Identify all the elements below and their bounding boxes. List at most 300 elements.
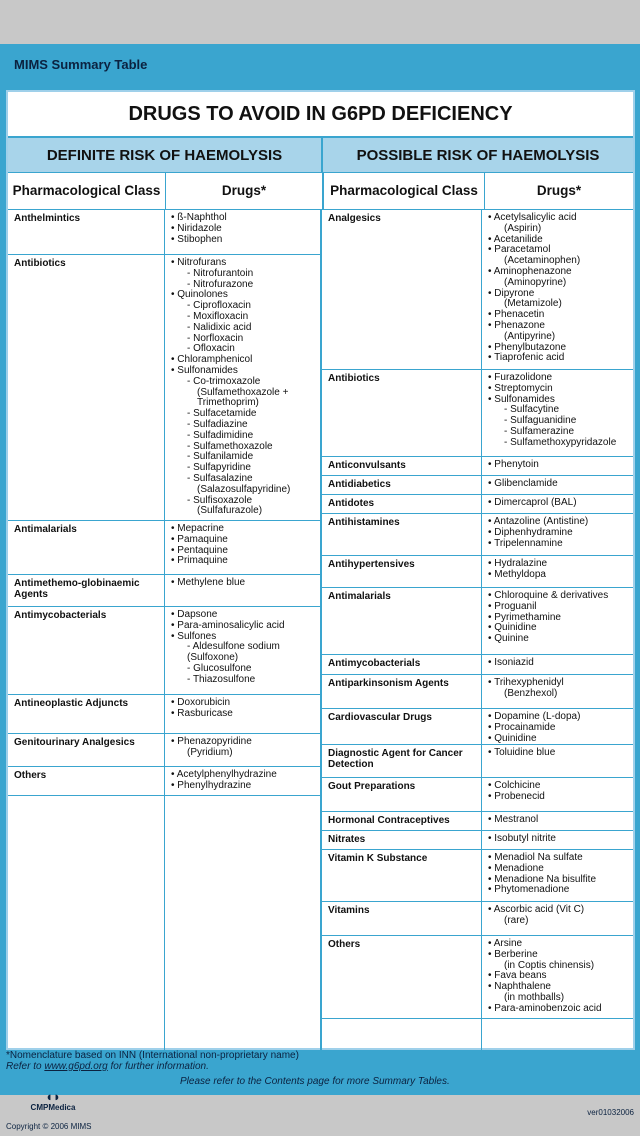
drug-name: Menadiol Na sulfate <box>494 852 583 863</box>
table-row <box>8 255 320 521</box>
table-row <box>322 556 633 588</box>
drug-name: Paracetamol <box>494 244 551 256</box>
drug-name: (Benzhexol) <box>504 687 558 699</box>
bullet-icon: • <box>488 212 494 223</box>
drug-name: Probenecid <box>494 790 545 802</box>
drug-name: Stibophen <box>177 233 223 245</box>
dash-icon: - <box>504 415 511 427</box>
bullet-icon: • <box>488 372 495 383</box>
drug-name: Nitrofurazone <box>193 278 254 290</box>
drug-name: (in Coptis chinensis) <box>504 959 595 971</box>
dash-icon: - <box>187 310 194 322</box>
drug-item <box>488 658 633 669</box>
bullet-icon: • <box>488 478 495 489</box>
drug-name: Glucosulfone <box>193 662 252 674</box>
table-row <box>8 695 320 734</box>
drug-item <box>488 539 633 550</box>
drugs-cell <box>482 370 633 456</box>
bullet-icon: • <box>171 222 178 234</box>
drug-name: Chloroquine & derivatives <box>494 590 609 601</box>
drug-name: Norfloxacin <box>193 332 244 344</box>
table-body <box>8 210 633 1052</box>
refer-suffix: for further information. <box>107 1061 209 1072</box>
bullet-icon: • <box>488 981 495 993</box>
drug-item <box>171 235 320 246</box>
drugs-cell <box>165 695 320 733</box>
dash-icon: - <box>504 425 511 437</box>
drug-name: Arsine <box>493 938 523 949</box>
drug-name: Moxifloxacin <box>193 310 249 322</box>
drug-name: Dapsone <box>177 609 218 620</box>
nomenclature-note: *Nomenclature based on INN (International non-proprietary name) <box>6 1050 299 1061</box>
drugs-cell <box>165 210 320 254</box>
drug-item <box>488 1004 633 1015</box>
bullet-icon: • <box>171 544 178 556</box>
drug-item <box>488 570 633 581</box>
bullet-icon: • <box>171 257 178 268</box>
bullet-icon: • <box>171 289 178 301</box>
drug-name: Phenylhydrazine <box>177 779 252 791</box>
bullet-icon: • <box>171 736 178 747</box>
class-cell: Diagnostic Agent for Cancer Detection <box>322 745 482 777</box>
drug-name: Sulfapyridine <box>193 462 251 474</box>
table-row <box>322 812 633 831</box>
bullet-icon: • <box>488 970 495 982</box>
class-cell: Cardiovascular Drugs <box>322 709 482 744</box>
drugs-cell <box>482 556 633 587</box>
drug-name: Antazoline (Antistine) <box>493 516 589 527</box>
drug-name: Procainamide <box>494 721 556 733</box>
drug-name: Sulfasalazine <box>193 472 253 484</box>
dash-icon: - <box>187 418 194 430</box>
drug-name: Phenazopyridine <box>177 736 252 747</box>
drug-name: Aldesulfone sodium <box>192 641 280 653</box>
drug-name: Dimercaprol (BAL) <box>494 497 577 508</box>
class-cell: Hormonal Contraceptives <box>322 812 482 830</box>
drugs-cell <box>482 936 633 1018</box>
bullet-icon: • <box>488 568 495 580</box>
dash-icon: - <box>187 451 194 463</box>
drug-name: Para-aminosalicylic acid <box>177 619 285 631</box>
definite-risk-heading: DEFINITE RISK OF HAEMOLYSIS <box>8 138 323 172</box>
table-row <box>322 902 633 936</box>
drug-name: Proguanil <box>494 600 537 612</box>
table-row <box>322 850 633 902</box>
empty-class-cell <box>322 1019 482 1052</box>
drug-name: Sulfones <box>177 630 217 642</box>
col-drugs-possible: Drugs* <box>536 183 582 198</box>
bullet-icon: • <box>488 833 495 844</box>
drug-item <box>488 479 633 490</box>
table-row <box>322 936 633 1019</box>
table-title: DRUGS TO AVOID IN G6PD DEFICIENCY <box>8 92 633 138</box>
drug-name: Sulfamethoxazole <box>193 440 273 452</box>
drug-name: (Pyridium) <box>187 746 233 758</box>
bullet-icon: • <box>488 904 494 915</box>
drug-item <box>488 498 633 509</box>
definite-risk-section <box>8 210 322 1052</box>
drug-name: Co-trimoxazole <box>193 375 261 387</box>
drug-item <box>171 781 320 792</box>
class-cell: Gout Preparations <box>322 778 482 811</box>
drug-name: Colchicine <box>494 780 541 791</box>
class-cell: Nitrates <box>322 831 482 849</box>
drug-name: (Acetaminophen) <box>504 255 581 267</box>
bullet-icon: • <box>171 364 178 376</box>
drug-name: Sulfadimidine <box>193 429 254 441</box>
class-cell: Antidotes <box>322 495 482 513</box>
table-row <box>322 709 633 745</box>
drugs-cell <box>482 831 633 849</box>
bullet-icon: • <box>488 319 495 331</box>
drug-name: Niridazole <box>177 222 222 234</box>
possible-risk-section <box>322 210 633 1052</box>
risk-headers <box>8 138 633 173</box>
table-row <box>322 370 633 457</box>
drug-item <box>488 353 633 364</box>
refer-prefix: Refer to <box>6 1061 45 1072</box>
drug-name: ß-Naphthol <box>177 212 227 223</box>
bullet-icon: • <box>488 558 495 569</box>
drugs-cell <box>165 521 320 574</box>
cmpmedica-logo <box>28 1091 78 1112</box>
bullet-icon: • <box>488 633 495 645</box>
class-cell: Others <box>8 767 165 795</box>
drug-name: Berberine <box>494 948 538 960</box>
bullet-icon: • <box>488 677 495 688</box>
bullet-icon: • <box>488 309 495 321</box>
drug-name: Hydralazine <box>494 558 548 569</box>
drug-name: Ciprofloxacin <box>193 300 251 312</box>
bullet-icon: • <box>488 287 495 299</box>
drug-name: (Antipyrine) <box>504 330 556 342</box>
bullet-icon: • <box>171 707 178 719</box>
drug-name: (Aspirin) <box>504 222 542 234</box>
drug-name: Quinine <box>494 633 529 645</box>
table-row <box>8 767 320 796</box>
drugs-cell <box>482 812 633 830</box>
drug-item <box>171 556 320 567</box>
bullet-icon: • <box>488 393 495 405</box>
drugs-cell <box>165 255 320 520</box>
class-cell: Genitourinary Analgesics <box>8 734 165 766</box>
drugs-cell <box>165 607 320 694</box>
bullet-icon: • <box>488 526 495 538</box>
col-class-possible: Pharmacological Class <box>324 173 485 209</box>
dash-icon: - <box>187 278 194 290</box>
dash-icon: - <box>187 440 194 452</box>
table-row <box>322 588 633 655</box>
bullet-icon: • <box>488 790 495 802</box>
drug-name: Methyldopa <box>494 568 546 580</box>
drug-item <box>488 634 633 645</box>
bullet-icon: • <box>171 609 178 620</box>
drug-name: (Metamizole) <box>504 298 562 310</box>
drug-name: Toluidine blue <box>494 747 556 758</box>
table-row <box>322 745 633 778</box>
drugs-cell <box>482 457 633 475</box>
drug-name: (rare) <box>504 914 529 926</box>
class-cell: Analgesics <box>322 210 482 369</box>
drug-name: Phytomenadione <box>494 884 570 896</box>
drug-name: Nalidixic acid <box>193 321 252 333</box>
drug-name: Doxorubicin <box>177 697 231 708</box>
drugs-cell <box>482 210 633 369</box>
table-row <box>322 495 633 514</box>
class-cell: Antineoplastic Adjuncts <box>8 695 165 733</box>
dash-icon: - <box>187 673 193 685</box>
class-cell: Antidiabetics <box>322 476 482 494</box>
drug-name: Phenytoin <box>494 459 539 470</box>
drug-name: Menadione Na bisulfite <box>494 873 597 885</box>
table-row <box>322 778 633 812</box>
refer-note <box>6 1061 299 1072</box>
table-row <box>322 655 633 675</box>
drug-name: Para-aminobenzoic acid <box>494 1002 602 1014</box>
drug-name: Pyrimethamine <box>494 611 561 623</box>
drug-item <box>171 506 320 517</box>
drug-name: Tiaprofenic acid <box>494 352 565 364</box>
possible-risk-heading: POSSIBLE RISK OF HAEMOLYSIS <box>356 146 600 164</box>
drugs-cell <box>165 575 320 606</box>
drug-name: Sulfacytine <box>510 404 560 416</box>
class-cell: Anticonvulsants <box>322 457 482 475</box>
drug-name: Dopamine (L-dopa) <box>494 711 581 722</box>
bullet-icon: • <box>488 382 495 394</box>
dash-icon: - <box>187 494 194 506</box>
dash-icon: - <box>187 662 194 674</box>
column-headers <box>8 173 633 210</box>
drug-name: Isoniazid <box>494 657 534 668</box>
drug-name: Fava beans <box>494 970 547 982</box>
bullet-icon: • <box>488 657 495 668</box>
drugs-cell <box>482 495 633 513</box>
drug-item <box>488 916 633 927</box>
drug-name: Phenazone <box>494 319 545 331</box>
drug-name: Phenylbutazone <box>494 341 567 353</box>
drug-name: Sulfonamides <box>494 393 555 405</box>
bullet-icon: • <box>488 497 495 508</box>
bullet-icon: • <box>171 555 178 567</box>
bullet-icon: • <box>488 265 494 277</box>
drug-item <box>488 748 633 759</box>
empty-filler <box>8 796 320 1052</box>
class-cell: Antihypertensives <box>322 556 482 587</box>
drug-name: Naphthalene <box>494 981 551 993</box>
dash-icon: - <box>504 404 511 416</box>
drug-name: Chloramphenicol <box>177 354 253 366</box>
drug-name: (Sulfoxone) <box>187 652 239 664</box>
drug-item <box>171 578 320 589</box>
bullet-icon: • <box>488 948 495 960</box>
class-cell: Antiparkinsonism Agents <box>322 675 482 708</box>
drug-table <box>6 90 635 1050</box>
bullet-icon: • <box>488 780 495 791</box>
bullet-icon: • <box>488 233 494 245</box>
drug-name: Mestranol <box>494 814 539 825</box>
drug-item <box>488 834 633 845</box>
drugs-cell <box>482 655 633 674</box>
dash-icon: - <box>187 267 194 279</box>
class-cell: Antihistamines <box>322 514 482 555</box>
bullet-icon: • <box>488 341 495 353</box>
drug-name: Diphenhydramine <box>494 526 573 538</box>
drug-name: (Aminopyrine) <box>504 276 567 288</box>
drug-name: Thiazosulfone <box>192 673 256 685</box>
bullet-icon: • <box>171 779 178 791</box>
drug-name: Acetanilide <box>493 233 543 245</box>
drug-name: (Salazosulfapyridine) <box>197 483 291 495</box>
drug-name: Mepacrine <box>177 523 224 534</box>
class-cell: Antibiotics <box>322 370 482 456</box>
table-row <box>322 675 633 709</box>
bullet-icon: • <box>488 873 495 885</box>
dash-icon: - <box>187 300 194 312</box>
drug-item <box>171 748 320 759</box>
drug-name: (in mothballs) <box>504 991 565 1003</box>
dash-icon: - <box>187 462 194 474</box>
drug-item <box>488 885 633 896</box>
class-cell: Antimethemo-globinaemic Agents <box>8 575 165 606</box>
bullet-icon: • <box>488 711 495 722</box>
empty-filler <box>322 1019 633 1052</box>
class-cell: Anthelmintics <box>8 210 165 254</box>
class-cell: Vitamin K Substance <box>322 850 482 901</box>
bullet-icon: • <box>488 721 495 733</box>
drug-item <box>171 709 320 720</box>
bullet-icon: • <box>488 459 495 470</box>
drug-name: Trimethoprim) <box>197 397 259 409</box>
table-row <box>8 607 320 695</box>
drug-item <box>488 734 633 745</box>
bullet-icon: • <box>171 577 178 588</box>
g6pd-link[interactable]: www.g6pd.org <box>44 1061 108 1072</box>
drug-name: Phenacetin <box>494 309 545 321</box>
bullet-icon: • <box>488 590 495 601</box>
dash-icon: - <box>187 343 194 355</box>
version: ver01032006 <box>587 1108 634 1117</box>
dash-icon: - <box>187 429 194 441</box>
table-row <box>322 457 633 476</box>
dash-icon: - <box>187 641 193 653</box>
drug-name: Sulfanilamide <box>193 451 254 463</box>
logo-text: CMPMedica <box>30 1103 76 1112</box>
drug-name: Furazolidone <box>494 372 553 383</box>
table-row <box>322 210 633 370</box>
table-row <box>322 476 633 495</box>
drugs-cell <box>165 734 320 766</box>
drugs-cell <box>482 709 633 744</box>
empty-class-cell <box>8 796 165 1052</box>
drug-name: Aminophenazone <box>493 265 572 277</box>
bullet-icon: • <box>171 212 178 223</box>
drugs-cell <box>482 514 633 555</box>
drugs-cell <box>482 902 633 935</box>
table-row <box>8 575 320 607</box>
bullet-icon: • <box>488 732 495 744</box>
drug-name: Sulfaguanidine <box>510 415 577 427</box>
class-cell: Vitamins <box>322 902 482 935</box>
bullet-icon: • <box>488 862 495 874</box>
bullet-icon: • <box>171 523 178 534</box>
bullet-icon: • <box>488 537 495 549</box>
drugs-cell <box>482 778 633 811</box>
bullet-icon: • <box>488 244 495 256</box>
drug-name: (Sulfafurazole) <box>197 505 263 517</box>
drug-name: Streptomycin <box>494 382 553 394</box>
drug-name: Primaquine <box>177 555 228 567</box>
bullet-icon: • <box>171 697 178 708</box>
class-cell: Others <box>322 936 482 1018</box>
bullet-icon: • <box>171 630 178 642</box>
bullet-icon: • <box>488 938 494 949</box>
drug-name: Nitrofurans <box>177 257 227 268</box>
bullet-icon: • <box>488 611 495 623</box>
drug-name: Nitrofurantoin <box>193 267 254 279</box>
dash-icon: - <box>187 375 194 387</box>
class-cell: Antimalarials <box>8 521 165 574</box>
drug-name: Isobutyl nitrite <box>494 833 556 844</box>
drug-item <box>488 815 633 826</box>
bullet-icon: • <box>171 769 177 780</box>
drugs-cell <box>482 675 633 708</box>
dash-icon: - <box>187 321 194 333</box>
drug-name: Trihexyphenidyl <box>494 677 564 688</box>
drugs-cell <box>165 767 320 795</box>
table-row <box>8 734 320 767</box>
bullet-icon: • <box>171 233 178 245</box>
bullet-icon: • <box>488 516 494 527</box>
drug-item <box>488 689 633 700</box>
summary-sheet <box>0 44 640 1131</box>
bullet-icon: • <box>488 814 495 825</box>
drug-item <box>488 792 633 803</box>
bullet-icon: • <box>488 884 495 896</box>
drug-name: (Sulfamethoxazole + <box>197 386 289 398</box>
drug-name: Pentaquine <box>177 544 228 556</box>
drug-name: Acetylsalicylic acid <box>493 212 577 223</box>
table-row <box>8 521 320 575</box>
table-row <box>8 210 320 255</box>
bullet-icon: • <box>488 852 495 863</box>
table-row <box>322 831 633 850</box>
drug-name: Quinolones <box>177 289 228 301</box>
drug-name: Menadione <box>494 862 544 874</box>
logo-mark-icon: ◖◗ <box>45 1089 61 1104</box>
drug-name: Pamaquine <box>177 533 228 545</box>
drug-item <box>488 438 633 449</box>
drug-name: Ofloxacin <box>193 343 235 355</box>
bullet-icon: • <box>171 619 178 631</box>
class-cell: Antimalarials <box>322 588 482 654</box>
col-drugs-definite: Drugs* <box>166 173 324 209</box>
bullet-icon: • <box>488 622 495 634</box>
drug-name: Acetylphenylhydrazine <box>176 769 277 780</box>
copyright: Copyright © 2006 MIMS <box>6 1122 92 1131</box>
drug-item <box>488 460 633 471</box>
drug-name: Dipyrone <box>494 287 535 299</box>
drug-name: Sulfisoxazole <box>193 494 253 506</box>
drug-name: Methylene blue <box>177 577 246 588</box>
drug-name: Sulfadiazine <box>193 418 248 430</box>
bullet-icon: • <box>171 354 178 366</box>
drug-name: Glibenclamide <box>494 478 558 489</box>
drug-name: Ascorbic acid (Vit C) <box>493 904 585 915</box>
contents-note: Please refer to the Contents page for more Summary Tables. <box>180 1076 450 1087</box>
drug-name: Sulfamethoxypyridazole <box>510 436 617 448</box>
drugs-cell <box>482 588 633 654</box>
drug-name: Quinidine <box>494 622 537 634</box>
